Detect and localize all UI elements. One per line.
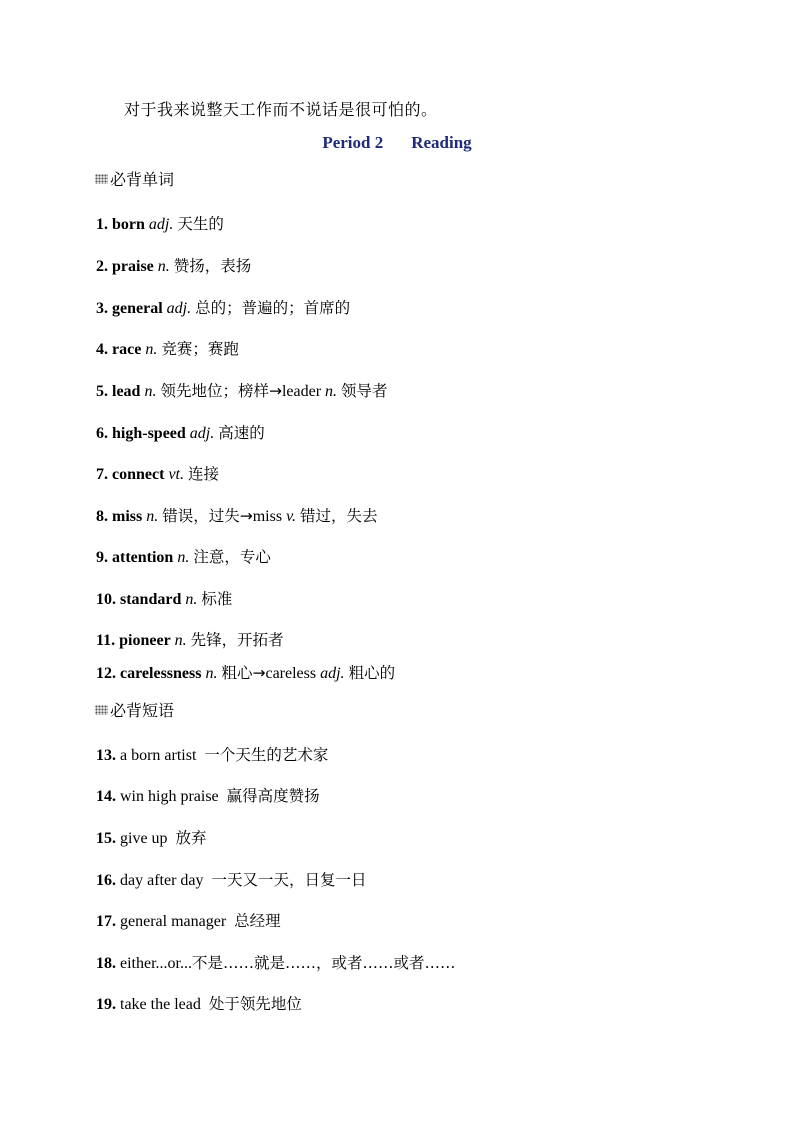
word-entry-1: [96, 212, 224, 234]
entry-word: carelessness: [120, 665, 202, 682]
entry-derived-pos: n.: [325, 383, 338, 400]
phrases-section-heading: [95, 698, 174, 721]
entry-number: 6.: [96, 425, 108, 442]
phrase-english: win high praise: [120, 788, 219, 805]
entry-meaning: 高速的: [218, 424, 265, 442]
entry-pos: n.: [174, 632, 187, 649]
phrase-english: a born artist: [120, 747, 197, 764]
phrase-entry-13: [96, 743, 328, 765]
entry-word: connect: [112, 466, 165, 483]
entry-word: pioneer: [119, 632, 171, 649]
word-entry-11: [96, 628, 284, 650]
entry-pos: adj.: [189, 425, 215, 442]
entry-word: praise: [112, 258, 154, 275]
phrase-chinese: 放弃: [175, 829, 207, 847]
entry-number: 9.: [96, 549, 108, 566]
phrase-english: day after day: [120, 872, 204, 889]
entry-number: 8.: [96, 508, 108, 525]
entry-pos: n.: [146, 508, 159, 525]
entry-pos: n.: [185, 591, 198, 608]
entry-meaning: 赞扬，表扬: [173, 257, 252, 275]
entry-derived-meaning: 粗心的: [348, 664, 396, 682]
entry-word: miss: [112, 508, 143, 525]
entry-number: 4.: [96, 341, 108, 358]
phrase-chinese: 总经理: [234, 912, 281, 930]
period-label: Period 2: [322, 133, 384, 152]
entry-word: general: [112, 300, 163, 317]
entry-number: 13.: [96, 747, 116, 764]
phrase-english: general manager: [120, 913, 227, 930]
phrase-entry-17: [96, 909, 281, 931]
bullet-mark-icon: [95, 174, 108, 184]
entry-number: 16.: [96, 872, 116, 889]
phrase-entry-15: [96, 826, 207, 848]
entry-pos: adj.: [148, 216, 174, 233]
entry-meaning: 注意，专心: [193, 548, 271, 566]
entry-number: 3.: [96, 300, 108, 317]
entry-meaning: 先锋，开拓者: [190, 631, 284, 649]
entry-number: 1.: [96, 216, 108, 233]
entry-number: 7.: [96, 466, 108, 483]
entry-pos: n.: [144, 383, 157, 400]
entry-number: 12.: [96, 665, 116, 682]
entry-number: 18.: [96, 955, 116, 972]
intro-sentence: 对于我来说整天工作而不说话是很可怕的。: [124, 100, 438, 119]
entry-word: lead: [112, 383, 141, 400]
entry-word: attention: [112, 549, 174, 566]
entry-word: born: [112, 216, 145, 233]
entry-word: high-speed: [112, 425, 186, 442]
phrase-entry-14: [96, 784, 320, 806]
phrase-english: either...or...: [120, 955, 192, 972]
entry-number: 5.: [96, 383, 108, 400]
phrase-english: give up: [120, 830, 168, 847]
entry-meaning: 竞赛；赛跑: [161, 340, 239, 358]
period-title: [0, 133, 794, 153]
entry-word: race: [112, 341, 142, 358]
phrase-chinese: 一天又一天，日复一日: [211, 871, 367, 889]
entry-pos: vt.: [168, 466, 184, 483]
word-entry-3: [96, 296, 350, 318]
entry-number: 14.: [96, 788, 116, 805]
entry-number: 17.: [96, 913, 116, 930]
words-section-heading: [95, 167, 174, 190]
entry-pos: adj.: [166, 300, 192, 317]
entry-meaning: 领先地位；榜样→: [160, 382, 282, 400]
entry-meaning: 错误，过失→: [162, 507, 253, 525]
entry-pos: n.: [205, 665, 218, 682]
entry-derived-pos: v.: [286, 508, 296, 525]
entry-number: 2.: [96, 258, 108, 275]
phrase-entry-16: [96, 868, 367, 890]
entry-meaning: 天生的: [177, 215, 224, 233]
entry-number: 10.: [96, 591, 116, 608]
word-entry-9: [96, 545, 271, 567]
entry-meaning: 总的；普遍的；首席的: [195, 299, 351, 317]
entry-pos: n.: [157, 258, 170, 275]
phrase-chinese: 一个天生的艺术家: [204, 746, 329, 764]
entry-derived-word: leader: [281, 383, 322, 400]
bullet-mark-icon: [95, 705, 108, 715]
entry-derived-meaning: 错过，失去: [300, 507, 378, 525]
entry-number: 15.: [96, 830, 116, 847]
entry-meaning: 标准: [201, 590, 233, 608]
entry-pos: n.: [145, 341, 158, 358]
entry-pos: n.: [177, 549, 190, 566]
entry-meaning: 粗心→: [221, 664, 266, 682]
phrase-entry-19: [96, 992, 302, 1014]
word-entry-4: [96, 337, 239, 359]
phrases-heading-text: 必背短语: [110, 701, 175, 720]
word-entry-8: [96, 504, 378, 526]
word-entry-5: [96, 379, 388, 401]
phrase-chinese: 赢得高度赞扬: [226, 787, 320, 805]
word-entry-6: [96, 421, 265, 443]
entry-number: 19.: [96, 996, 116, 1013]
word-entry-7: [96, 462, 219, 484]
entry-word: standard: [120, 591, 182, 608]
phrase-chinese: 处于领先地位: [208, 995, 302, 1013]
words-heading-text: 必背单词: [110, 170, 175, 189]
word-entry-2: [96, 254, 251, 276]
period-topic: Reading: [411, 133, 472, 152]
phrase-chinese: 不是……就是……，或者……或者……: [191, 954, 456, 972]
word-entry-10: [96, 587, 232, 609]
entry-derived-word: miss: [252, 508, 283, 525]
entry-derived-pos: adj.: [320, 665, 345, 682]
entry-derived-word: careless: [265, 665, 317, 682]
entry-derived-meaning: 领导者: [341, 382, 388, 400]
word-entry-12: [96, 661, 395, 683]
entry-number: 11.: [96, 632, 116, 649]
phrase-english: take the lead: [120, 996, 201, 1013]
phrase-entry-18: [96, 951, 456, 973]
entry-meaning: 连接: [187, 465, 219, 483]
